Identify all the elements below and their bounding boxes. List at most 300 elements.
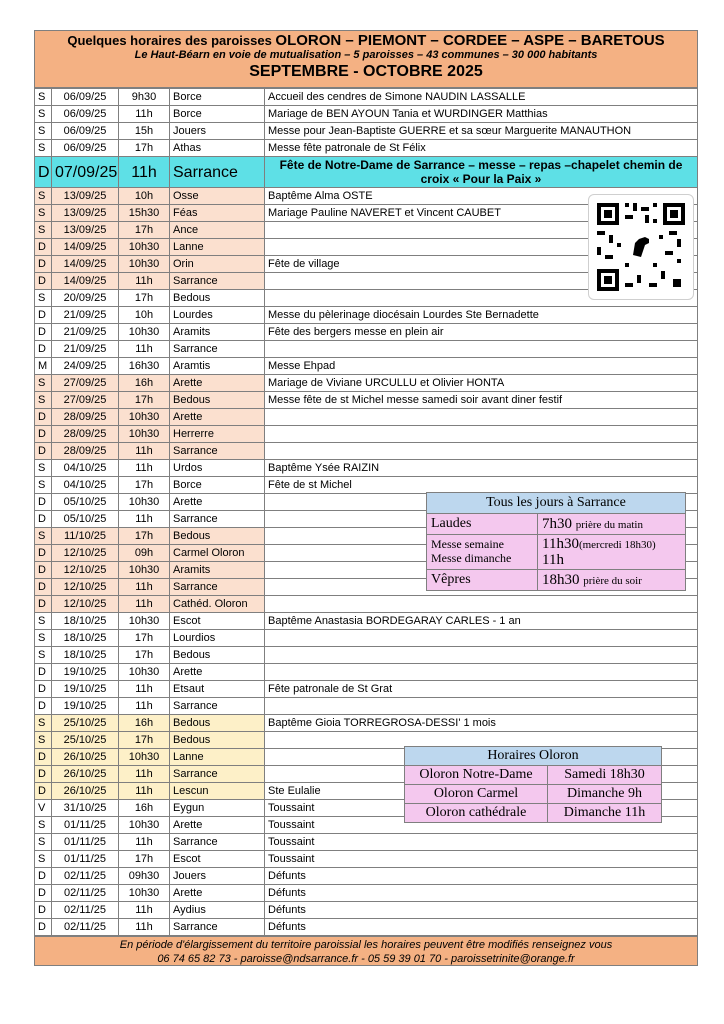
row-description	[265, 630, 698, 647]
laudes-note: prière du matin	[575, 519, 643, 531]
row-time: 11h	[119, 579, 170, 596]
row-day: D	[35, 579, 52, 596]
row-place: Jouers	[170, 868, 265, 885]
row-place: Jouers	[170, 123, 265, 140]
row-day: D	[35, 562, 52, 579]
row-date: 12/10/25	[52, 545, 119, 562]
footer-contacts: 06 74 65 82 73 - paroisse@ndsarrance.fr - 05 59 39 01 70 - paroissetrinite@orange.fr	[157, 953, 575, 965]
row-description: Toussaint	[265, 834, 698, 851]
row-place: Féas	[170, 205, 265, 222]
row-date: 02/11/25	[52, 868, 119, 885]
row-date: 05/10/25	[52, 511, 119, 528]
schedule-row	[35, 123, 698, 140]
row-time: 16h	[119, 800, 170, 817]
row-date: 18/10/25	[52, 613, 119, 630]
row-time: 15h	[119, 123, 170, 140]
row-day: D	[35, 766, 52, 783]
schedule-row	[35, 851, 698, 868]
row-place: Aramtis	[170, 358, 265, 375]
row-day: S	[35, 817, 52, 834]
schedule-row	[35, 375, 698, 392]
row-time: 10h30	[119, 664, 170, 681]
row-time: 17h	[119, 140, 170, 157]
row-description: Messe fête patronale de St Félix	[265, 140, 698, 157]
messe-dimanche-label: Messe dimanche	[431, 551, 512, 565]
schedule-row	[35, 392, 698, 409]
row-time: 17h	[119, 222, 170, 239]
row-time: 11h	[119, 596, 170, 613]
row-day: S	[35, 834, 52, 851]
row-day: D	[35, 494, 52, 511]
row-time: 11h	[119, 106, 170, 123]
row-description	[265, 409, 698, 426]
schedule-row	[35, 596, 698, 613]
row-day: S	[35, 647, 52, 664]
messe-row	[427, 535, 685, 570]
row-day: D	[35, 681, 52, 698]
row-place: Escot	[170, 613, 265, 630]
row-day: D	[35, 902, 52, 919]
row-date: 20/09/25	[52, 290, 119, 307]
row-place: Arette	[170, 664, 265, 681]
header-period: SEPTEMBRE - OCTOBRE 2025	[249, 63, 483, 80]
laudes-label: Laudes	[427, 514, 538, 534]
row-description	[265, 341, 698, 358]
row-day: S	[35, 851, 52, 868]
row-day: S	[35, 715, 52, 732]
row-time: 11h	[119, 460, 170, 477]
row-day: D	[35, 749, 52, 766]
schedule-row	[35, 902, 698, 919]
row-place: Arette	[170, 409, 265, 426]
row-day: D	[35, 157, 52, 188]
row-date: 28/09/25	[52, 443, 119, 460]
row-time: 17h	[119, 647, 170, 664]
oloron-time: Dimanche 11h	[563, 805, 646, 820]
row-place: Bedous	[170, 290, 265, 307]
messe-labels	[427, 535, 538, 569]
row-time: 11h	[119, 681, 170, 698]
oloron-place: Oloron Notre-Dame	[405, 766, 548, 784]
row-date: 06/09/25	[52, 106, 119, 123]
row-description: Mariage Pauline NAVERET et Vincent CAUBET	[265, 205, 698, 222]
row-place: Sarrance	[170, 919, 265, 936]
row-place: Escot	[170, 851, 265, 868]
row-date: 02/11/25	[52, 919, 119, 936]
laudes-time	[538, 514, 685, 534]
schedule-row	[35, 834, 698, 851]
row-date: 14/09/25	[52, 256, 119, 273]
row-time: 16h	[119, 375, 170, 392]
row-description: Messe fête de st Michel messe samedi soir avant diner festif	[265, 392, 698, 409]
vepres-label: Vêpres	[427, 570, 538, 590]
row-date: 18/10/25	[52, 630, 119, 647]
row-date: 04/10/25	[52, 460, 119, 477]
row-time: 17h	[119, 732, 170, 749]
vepres-note: prière du soir	[583, 575, 642, 587]
oloron-box-title: Horaires Oloron	[405, 747, 661, 766]
row-place: Athas	[170, 140, 265, 157]
row-time: 17h	[119, 392, 170, 409]
row-date: 13/09/25	[52, 205, 119, 222]
row-date: 12/10/25	[52, 596, 119, 613]
row-date: 19/10/25	[52, 681, 119, 698]
row-time: 11h	[119, 902, 170, 919]
row-place: Lourdes	[170, 307, 265, 324]
header-subtitle: Le Haut-Béarn en voie de mutualisation – 5 paroisses – 43 communes – 30 000 habitants	[134, 49, 598, 61]
row-day: S	[35, 460, 52, 477]
row-description: Ste Eulalie	[265, 783, 698, 800]
row-date: 01/11/25	[52, 834, 119, 851]
schedule-row	[35, 341, 698, 358]
row-time: 11h	[119, 273, 170, 290]
schedule-row	[35, 647, 698, 664]
row-date: 14/09/25	[52, 239, 119, 256]
row-description: Défunts	[265, 919, 698, 936]
row-date: 26/10/25	[52, 766, 119, 783]
row-date: 28/09/25	[52, 409, 119, 426]
row-day: S	[35, 528, 52, 545]
schedule-row	[35, 681, 698, 698]
row-description: Messe pour Jean-Baptiste GUERRE et sa sœur Marguerite MANAUTHON	[265, 123, 698, 140]
row-date: 02/11/25	[52, 885, 119, 902]
row-time: 17h	[119, 477, 170, 494]
row-date: 18/10/25	[52, 647, 119, 664]
row-description: Fête de village	[265, 256, 698, 273]
messe-semaine-label: Messe semaine	[431, 537, 504, 551]
row-day: D	[35, 868, 52, 885]
row-time: 11h	[119, 443, 170, 460]
row-day: D	[35, 596, 52, 613]
row-time: 10h30	[119, 426, 170, 443]
row-place: Urdos	[170, 460, 265, 477]
oloron-time: Samedi 18h30	[564, 767, 645, 782]
schedule-row	[35, 698, 698, 715]
row-time: 9h30	[119, 89, 170, 106]
header-banner	[34, 30, 698, 88]
row-time: 17h	[119, 290, 170, 307]
row-place: Sarrance	[170, 698, 265, 715]
row-day: S	[35, 630, 52, 647]
row-time: 15h30	[119, 205, 170, 222]
row-date: 25/10/25	[52, 732, 119, 749]
schedule-row	[35, 919, 698, 936]
row-time: 10h30	[119, 256, 170, 273]
row-place: Aramits	[170, 562, 265, 579]
row-description: Fête de st Michel	[265, 477, 698, 494]
schedule-row	[35, 885, 698, 902]
footer-banner	[34, 936, 698, 966]
schedule-row	[35, 157, 698, 188]
row-date: 02/11/25	[52, 902, 119, 919]
row-day: D	[35, 885, 52, 902]
row-description	[265, 443, 698, 460]
row-date: 07/09/25	[52, 157, 119, 188]
row-time: 10h30	[119, 885, 170, 902]
row-place: Arette	[170, 494, 265, 511]
row-date: 05/10/25	[52, 494, 119, 511]
row-day: D	[35, 307, 52, 324]
row-time: 10h30	[119, 817, 170, 834]
row-time: 11h	[119, 834, 170, 851]
row-place: Sarrance	[170, 157, 265, 188]
row-description: Défunts	[265, 885, 698, 902]
row-description: Toussaint	[265, 800, 698, 817]
row-place: Eygun	[170, 800, 265, 817]
row-date: 13/09/25	[52, 222, 119, 239]
row-date: 04/10/25	[52, 477, 119, 494]
row-description	[265, 647, 698, 664]
row-description: Toussaint	[265, 851, 698, 868]
oloron-row	[405, 766, 661, 785]
sarrance-box-title: Tous les jours à Sarrance	[427, 493, 685, 514]
row-date: 19/10/25	[52, 698, 119, 715]
row-date: 31/10/25	[52, 800, 119, 817]
header-parish-names: OLORON – PIEMONT – CORDEE – ASPE – BARETOUS	[275, 32, 665, 49]
row-time: 11h	[119, 919, 170, 936]
row-description: Mariage de BEN AYOUN Tania et WURDINGER Matthias	[265, 106, 698, 123]
row-time: 16h30	[119, 358, 170, 375]
schedule-row	[35, 630, 698, 647]
row-day: S	[35, 89, 52, 106]
row-place: Borce	[170, 477, 265, 494]
row-date: 01/11/25	[52, 851, 119, 868]
row-date: 14/09/25	[52, 273, 119, 290]
row-place: Bedous	[170, 732, 265, 749]
oloron-place: Oloron Carmel	[405, 785, 548, 803]
schedule-row	[35, 426, 698, 443]
row-date: 27/09/25	[52, 375, 119, 392]
row-date: 25/10/25	[52, 715, 119, 732]
row-description: Fête patronale de St Grat	[265, 681, 698, 698]
row-description	[265, 426, 698, 443]
row-place: Herrerre	[170, 426, 265, 443]
row-day: S	[35, 188, 52, 205]
row-date: 06/09/25	[52, 89, 119, 106]
row-day: S	[35, 205, 52, 222]
row-day: S	[35, 140, 52, 157]
row-day: D	[35, 698, 52, 715]
schedule-row	[35, 106, 698, 123]
row-day: M	[35, 358, 52, 375]
row-day: D	[35, 256, 52, 273]
laudes-row	[427, 514, 685, 535]
footer-notice: En période d'élargissement du territoire paroissial les horaires peuvent être modifiés renseignez vous	[119, 939, 613, 951]
row-day: S	[35, 613, 52, 630]
row-description: Baptême Alma OSTE	[265, 188, 698, 205]
row-day: V	[35, 800, 52, 817]
row-time: 11h	[119, 341, 170, 358]
row-time: 10h30	[119, 613, 170, 630]
row-day: D	[35, 426, 52, 443]
row-description: Mariage de Viviane URCULLU et Olivier HONTA	[265, 375, 698, 392]
row-date: 27/09/25	[52, 392, 119, 409]
schedule-row	[35, 89, 698, 106]
row-day: D	[35, 409, 52, 426]
row-time: 11h	[119, 511, 170, 528]
row-time: 17h	[119, 851, 170, 868]
row-day: D	[35, 324, 52, 341]
row-place: Bedous	[170, 392, 265, 409]
row-description: Défunts	[265, 902, 698, 919]
row-description: Défunts	[265, 868, 698, 885]
row-description: Baptême Ysée RAIZIN	[265, 460, 698, 477]
row-date: 24/09/25	[52, 358, 119, 375]
row-description: Messe du pèlerinage diocésain Lourdes Ste Bernadette	[265, 307, 698, 324]
row-place: Orin	[170, 256, 265, 273]
messe-semaine-note: (mercredi 18h30)	[578, 539, 656, 551]
row-day: D	[35, 443, 52, 460]
row-day: S	[35, 222, 52, 239]
row-date: 13/09/25	[52, 188, 119, 205]
oloron-hours-box	[404, 746, 662, 823]
oloron-row	[405, 804, 661, 822]
row-description: Baptême Gioia TORREGROSA-DESSI' 1 mois	[265, 715, 698, 732]
schedule-row	[35, 324, 698, 341]
oloron-row	[405, 785, 661, 804]
row-day: S	[35, 123, 52, 140]
row-description: Messe Ehpad	[265, 358, 698, 375]
vepres-time	[538, 570, 685, 590]
row-place: Aydius	[170, 902, 265, 919]
schedule-row	[35, 409, 698, 426]
row-day: D	[35, 273, 52, 290]
row-time: 11h	[119, 783, 170, 800]
row-place: Cathéd. Oloron	[170, 596, 265, 613]
schedule-row	[35, 443, 698, 460]
row-place: Borce	[170, 106, 265, 123]
row-description	[265, 698, 698, 715]
oloron-time: Dimanche 9h	[566, 786, 643, 801]
row-time: 10h	[119, 188, 170, 205]
row-place: Sarrance	[170, 766, 265, 783]
schedule-row	[35, 477, 698, 494]
row-place: Sarrance	[170, 579, 265, 596]
row-day: D	[35, 545, 52, 562]
row-date: 06/09/25	[52, 123, 119, 140]
row-time: 16h	[119, 715, 170, 732]
row-place: Sarrance	[170, 443, 265, 460]
row-date: 26/10/25	[52, 749, 119, 766]
qr-code[interactable]	[588, 194, 694, 300]
row-day: D	[35, 783, 52, 800]
row-description: Accueil des cendres de Simone NAUDIN LASSALLE	[265, 89, 698, 106]
row-place: Lanne	[170, 749, 265, 766]
row-day: S	[35, 392, 52, 409]
row-time: 10h30	[119, 562, 170, 579]
row-time: 09h	[119, 545, 170, 562]
row-time: 09h30	[119, 868, 170, 885]
vepres-row	[427, 570, 685, 590]
laudes-hour: 7h30	[542, 516, 572, 532]
sarrance-daily-box	[426, 492, 686, 591]
qr-code-icon	[589, 195, 693, 299]
row-date: 12/10/25	[52, 579, 119, 596]
row-description	[265, 664, 698, 681]
row-description: Fête de Notre-Dame de Sarrance – messe – repas –chapelet chemin de croix « Pour la Paix »	[265, 157, 698, 188]
row-date: 01/11/25	[52, 817, 119, 834]
row-day: S	[35, 106, 52, 123]
row-time: 10h30	[119, 324, 170, 341]
row-place: Lescun	[170, 783, 265, 800]
row-place: Bedous	[170, 715, 265, 732]
row-date: 21/09/25	[52, 307, 119, 324]
row-place: Osse	[170, 188, 265, 205]
row-place: Bedous	[170, 528, 265, 545]
row-place: Arette	[170, 375, 265, 392]
row-place: Ance	[170, 222, 265, 239]
row-time: 10h30	[119, 494, 170, 511]
schedule-row	[35, 613, 698, 630]
row-time: 17h	[119, 528, 170, 545]
schedule-row	[35, 140, 698, 157]
row-place: Arette	[170, 885, 265, 902]
schedule-row	[35, 358, 698, 375]
row-day: D	[35, 919, 52, 936]
row-place: Lourdios	[170, 630, 265, 647]
row-date: 21/09/25	[52, 324, 119, 341]
row-date: 06/09/25	[52, 140, 119, 157]
messe-times	[538, 535, 685, 569]
row-place: Borce	[170, 89, 265, 106]
row-date: 19/10/25	[52, 664, 119, 681]
schedule-row	[35, 868, 698, 885]
schedule-row	[35, 307, 698, 324]
row-time: 17h	[119, 630, 170, 647]
row-description: Toussaint	[265, 817, 698, 834]
row-day: S	[35, 477, 52, 494]
vepres-hour: 18h30	[542, 572, 580, 588]
row-date: 26/10/25	[52, 783, 119, 800]
row-place: Sarrance	[170, 273, 265, 290]
row-day: D	[35, 239, 52, 256]
row-place: Bedous	[170, 647, 265, 664]
row-day: S	[35, 375, 52, 392]
schedule-row	[35, 715, 698, 732]
messe-semaine-time: 11h30	[542, 536, 579, 552]
row-description	[265, 596, 698, 613]
row-place: Carmel Oloron	[170, 545, 265, 562]
schedule-row	[35, 460, 698, 477]
header-title	[35, 33, 697, 49]
row-day: S	[35, 732, 52, 749]
row-day: S	[35, 290, 52, 307]
row-place: Sarrance	[170, 834, 265, 851]
row-description: Baptême Anastasia BORDEGARAY CARLES - 1 an	[265, 613, 698, 630]
row-time: 10h30	[119, 749, 170, 766]
row-day: D	[35, 664, 52, 681]
row-time: 10h30	[119, 239, 170, 256]
row-place: Arette	[170, 817, 265, 834]
row-time: 10h30	[119, 409, 170, 426]
schedule-row	[35, 664, 698, 681]
row-date: 11/10/25	[52, 528, 119, 545]
row-place: Sarrance	[170, 341, 265, 358]
row-place: Lanne	[170, 239, 265, 256]
row-time: 11h	[119, 157, 170, 188]
header-title-prefix: Quelques horaires des paroisses	[67, 33, 276, 48]
row-day: D	[35, 341, 52, 358]
row-place: Aramits	[170, 324, 265, 341]
oloron-place: Oloron cathédrale	[405, 804, 548, 822]
row-place: Etsaut	[170, 681, 265, 698]
row-time: 11h	[119, 698, 170, 715]
row-date: 12/10/25	[52, 562, 119, 579]
row-description: Fête des bergers messe en plein air	[265, 324, 698, 341]
row-time: 10h	[119, 307, 170, 324]
row-date: 28/09/25	[52, 426, 119, 443]
row-day: D	[35, 511, 52, 528]
